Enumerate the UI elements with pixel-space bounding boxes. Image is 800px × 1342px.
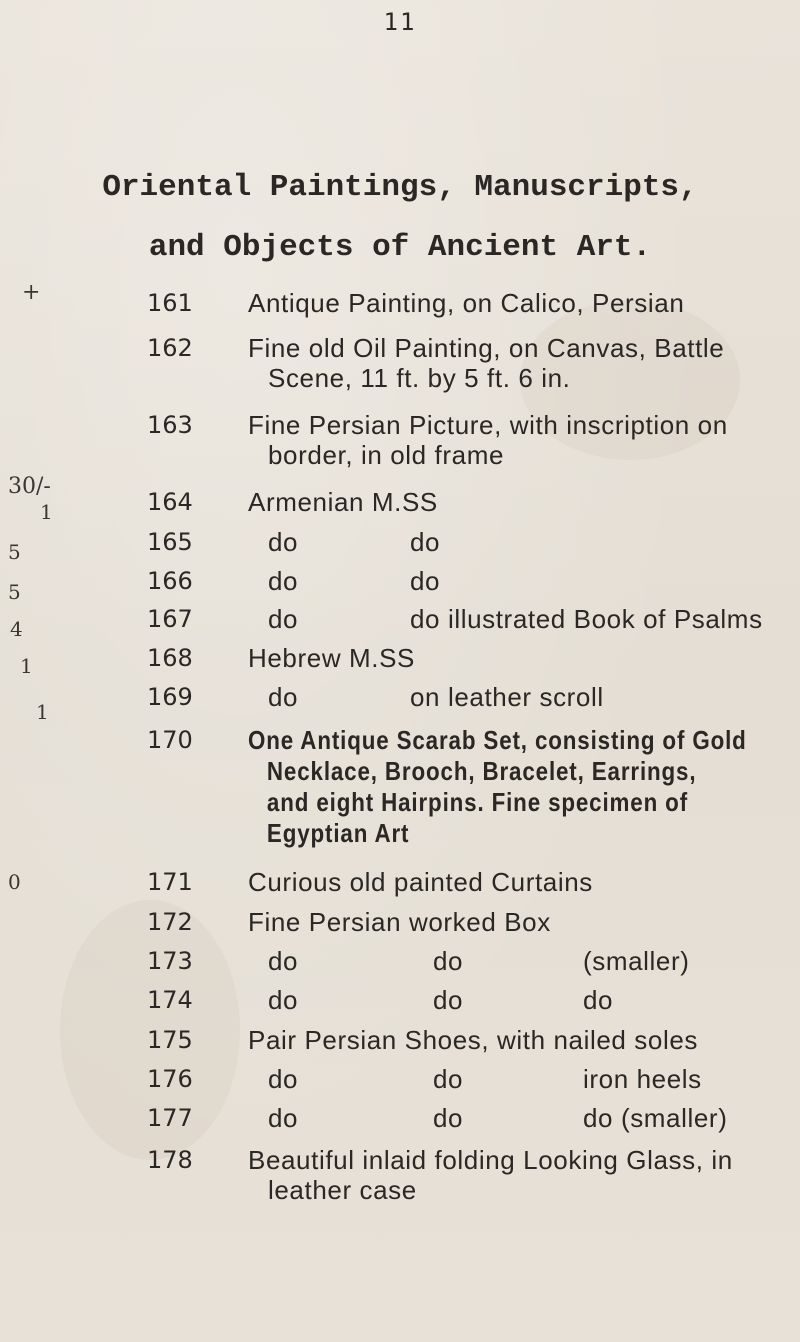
lot-description — [248, 1145, 788, 1205]
ditto-mark: do — [268, 604, 299, 634]
ditto-mark: do — [268, 985, 299, 1015]
lot-description-line: do (smaller) — [583, 1103, 728, 1133]
lot-number: 175 — [147, 1026, 193, 1054]
lot-description-line: Fine Persian worked Box — [248, 907, 551, 937]
lot-number: 178 — [147, 1146, 193, 1174]
lot-description-line: Hebrew M.SS — [248, 643, 415, 673]
ditto-mark: do — [268, 527, 299, 557]
lot-description-line: Fine Persian Picture, with inscription on — [248, 410, 728, 440]
lot-number: 161 — [147, 289, 193, 317]
lot-description-line: leather case — [268, 1175, 417, 1205]
ditto-mark: do — [268, 566, 299, 596]
ditto-mark: do — [433, 1103, 464, 1133]
lot-description-line: One Antique Scarab Set, consisting of Gold — [248, 725, 747, 755]
margin-note: 1 — [20, 654, 33, 678]
ditto-mark: do — [433, 985, 464, 1015]
lot-description-line: Egyptian Art — [266, 818, 410, 848]
lot-number: 162 — [147, 334, 193, 362]
lot-description-line: and eight Hairpins. Fine specimen of — [266, 787, 689, 817]
margin-note: 1 — [40, 500, 53, 524]
lot-number: 177 — [147, 1104, 193, 1132]
lot-description-line: Beautiful inlaid folding Looking Glass, in — [248, 1145, 733, 1175]
lot-description — [248, 410, 788, 470]
margin-note: 5 — [8, 540, 21, 564]
lot-number: 176 — [147, 1065, 193, 1093]
lot-description — [248, 1025, 788, 1055]
lot-description-line: do illustrated Book of Psalms — [410, 604, 763, 634]
lot-number: 166 — [147, 567, 193, 595]
margin-note: 1 — [36, 700, 49, 724]
lot-number: 174 — [147, 986, 193, 1014]
catalogue-section-subtitle: and Objects of Ancient Art. — [148, 230, 652, 265]
lot-number: 168 — [147, 644, 193, 672]
lot-description — [248, 333, 788, 393]
ditto-mark: do — [433, 1064, 464, 1094]
margin-note: 30/- — [8, 474, 51, 499]
ditto-mark: do — [268, 1103, 299, 1133]
lot-description-line: Fine old Oil Painting, on Canvas, Battle — [248, 333, 725, 363]
lot-description-line: Pair Persian Shoes, with nailed soles — [248, 1025, 698, 1055]
lot-description-line: Scene, 11 ft. by 5 ft. 6 in. — [268, 363, 571, 393]
margin-note: + — [22, 280, 41, 305]
lot-description — [248, 725, 747, 849]
lot-number: 163 — [147, 411, 193, 439]
lot-number: 167 — [147, 605, 193, 633]
lot-description — [248, 487, 788, 517]
lot-number: 165 — [147, 528, 193, 556]
ditto-mark: do — [410, 527, 441, 557]
ditto-mark: do — [433, 946, 464, 976]
lot-description-line: Curious old painted Curtains — [248, 867, 593, 897]
lot-description-line: Armenian M.SS — [248, 487, 438, 517]
lot-description-line: (smaller) — [583, 946, 690, 976]
lot-description-line: border, in old frame — [268, 440, 505, 470]
lot-number: 171 — [147, 868, 193, 896]
ditto-mark: do — [410, 566, 441, 596]
lot-number: 169 — [147, 683, 193, 711]
lot-description — [248, 643, 788, 673]
lot-number: 164 — [147, 488, 193, 516]
margin-note: 4 — [10, 617, 23, 641]
lot-description-line: on leather scroll — [410, 682, 604, 712]
lot-description — [248, 907, 788, 937]
lot-number: 173 — [147, 947, 193, 975]
catalogue-section-title: Oriental Paintings, Manuscripts, — [102, 170, 698, 205]
lot-description — [248, 288, 788, 318]
lot-description-line: Necklace, Brooch, Bracelet, Earrings, — [266, 756, 697, 786]
page-number: 11 — [383, 8, 417, 36]
lot-description — [248, 867, 788, 897]
lot-number: 170 — [147, 726, 193, 754]
ditto-mark: do — [268, 946, 299, 976]
ditto-mark: do — [268, 682, 299, 712]
ditto-mark: do — [583, 985, 614, 1015]
margin-note: 5 — [8, 580, 21, 604]
lot-description-line: iron heels — [583, 1064, 702, 1094]
ditto-mark: do — [268, 1064, 299, 1094]
margin-note: 0 — [8, 870, 21, 894]
lot-description-line: Antique Painting, on Calico, Persian — [248, 288, 685, 318]
lot-number: 172 — [147, 908, 193, 936]
